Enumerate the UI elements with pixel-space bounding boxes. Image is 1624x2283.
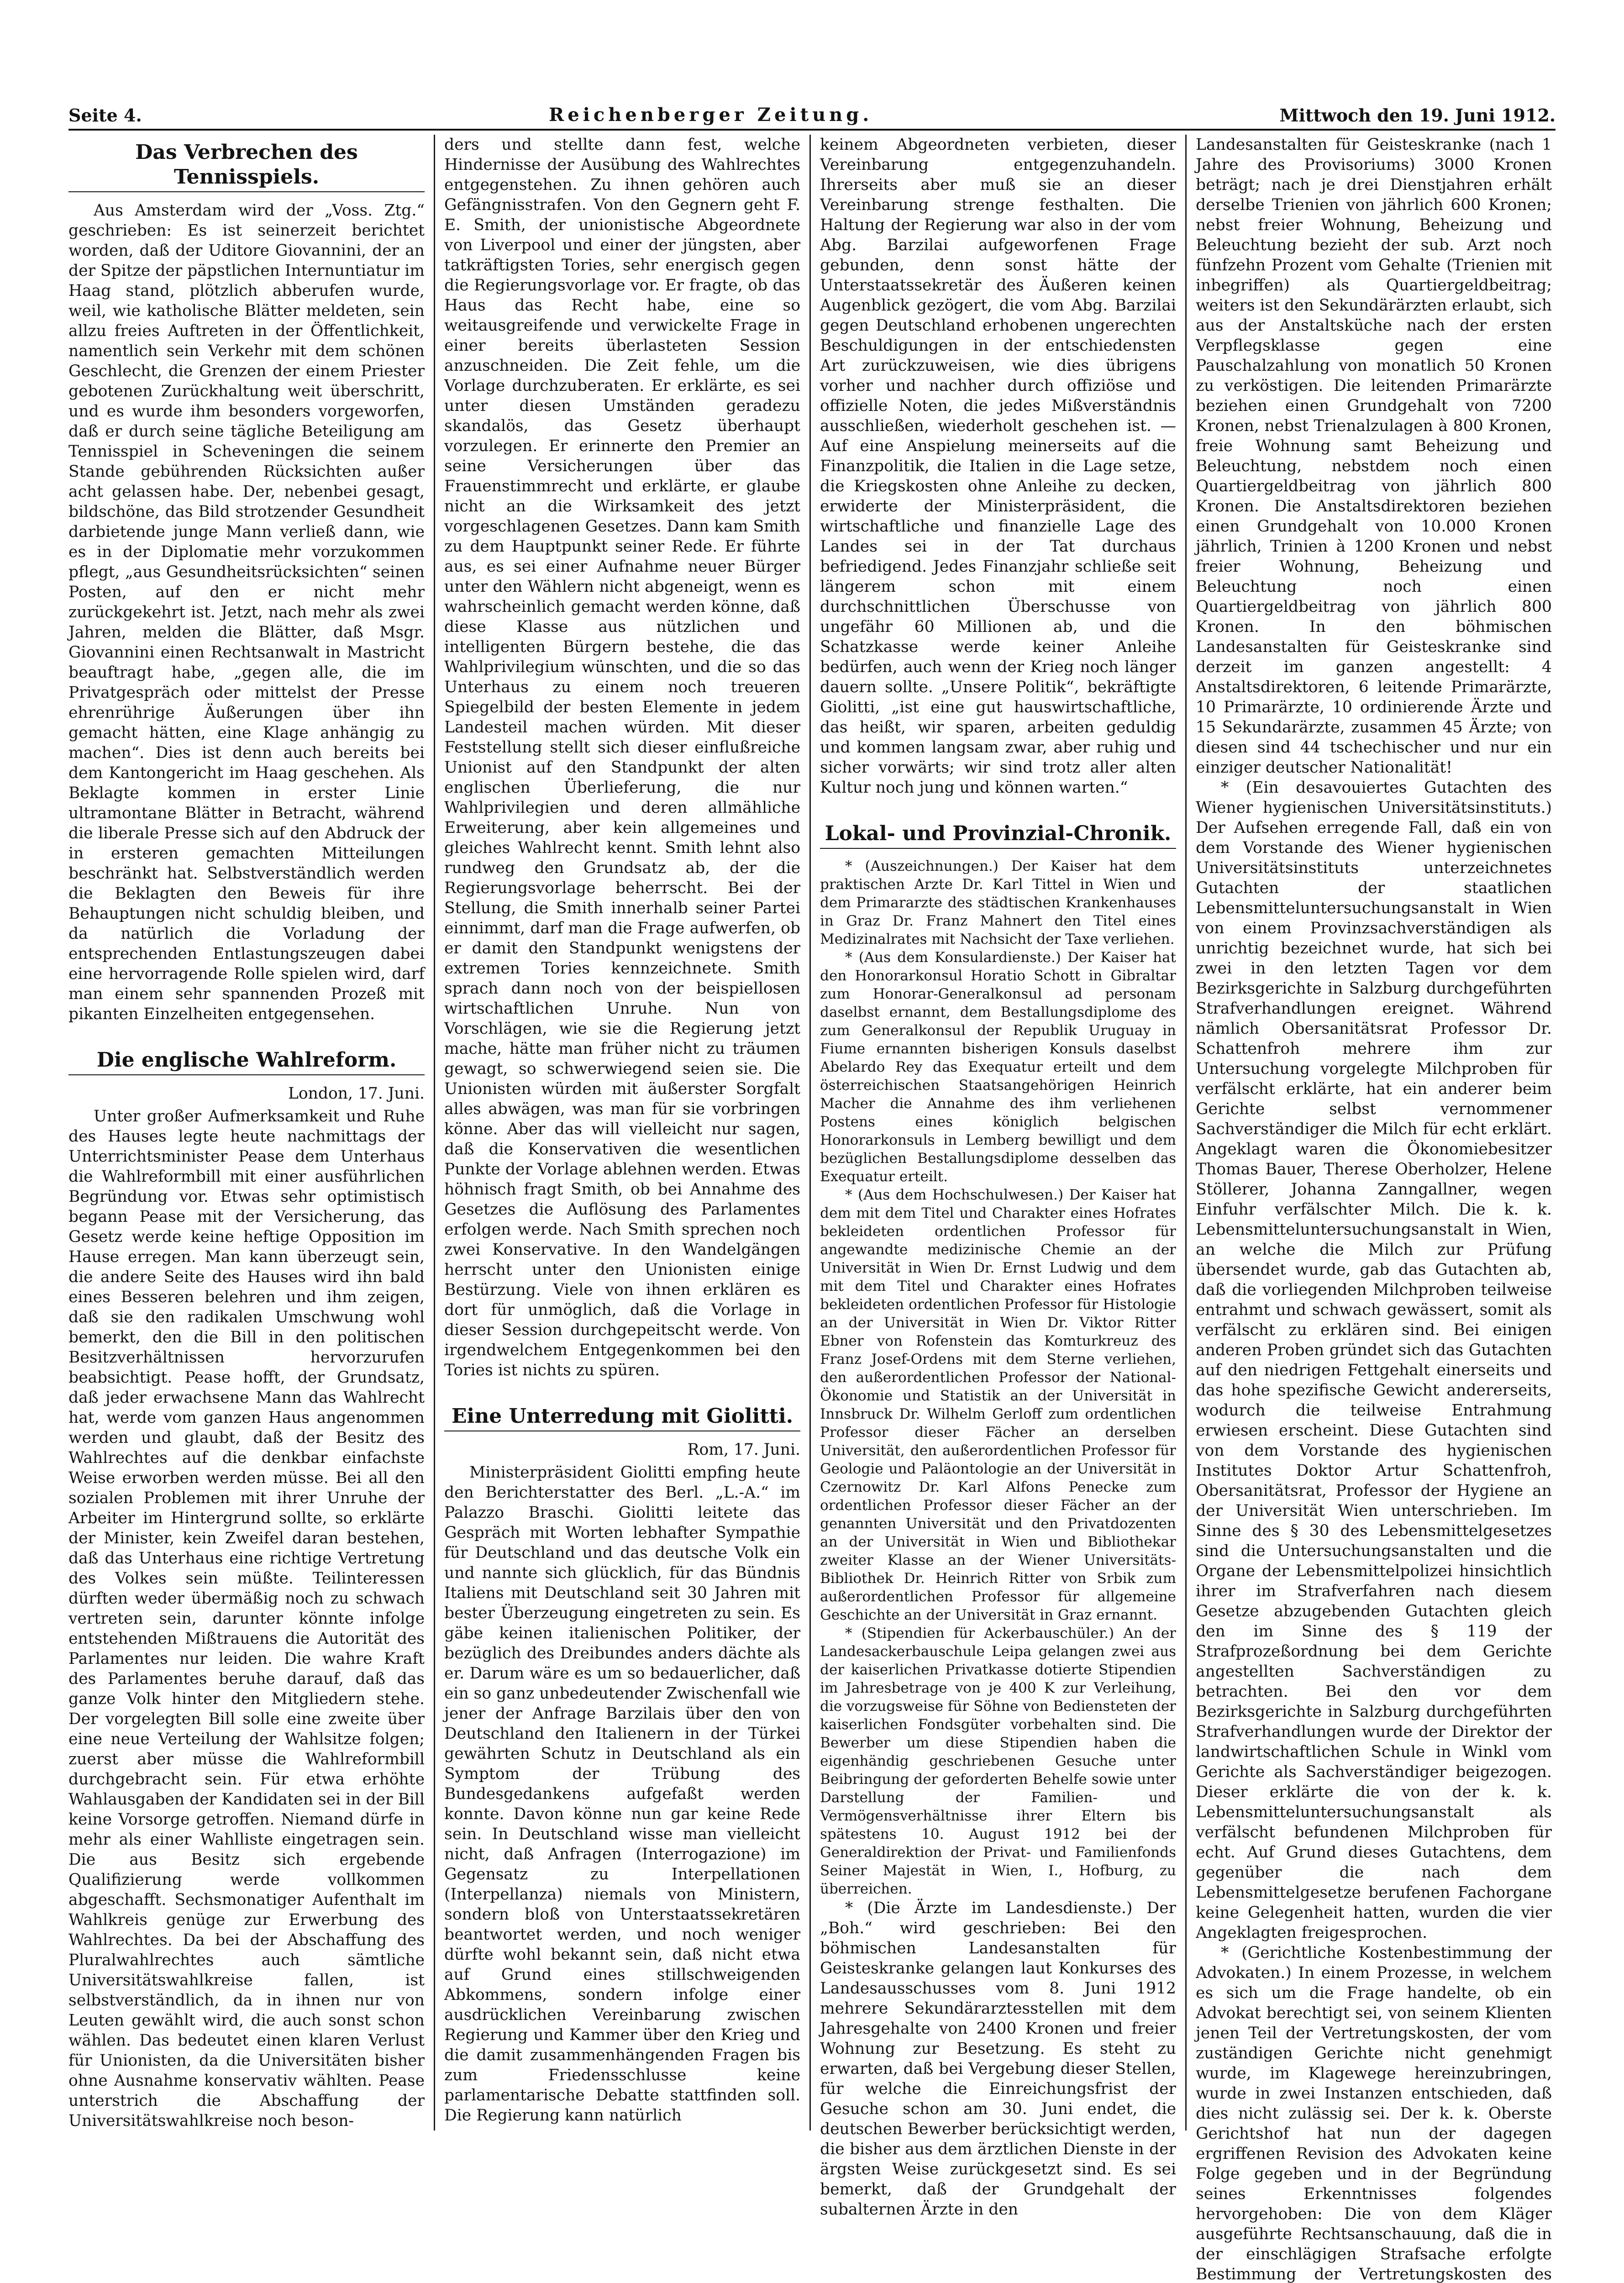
section-title-lokal: Lokal- und Provinzial-Chronik. [820,821,1176,849]
columns [68,135,1556,2283]
article-title-tennis: Das Verbrechen des Tennisspiels. [68,140,425,192]
newspaper-title: Reichenberger Zeitung. [549,104,873,126]
spacer [68,1024,425,1042]
dateline-london: London, 17. Juni. [288,1084,425,1103]
article-body-giolitti: Ministerpräsident Giolitti empfing heute den Berichterstatter des Berl. „L.-A.“ im Palazzo Braschi. Giolitti leitete das Gespräch mit Worten lebhafter Sympathie für Deutschland und das deutsche Volk ein und nannte sich glücklich, für das Bündnis Italiens mit Deutschland seit 30 Jahren mit bester Überzeugung eingetreten zu sein. Es gäbe keinen italienischen Politiker, der bezüglich des Dreibundes anders dächte als er. Darum wäre es um so bedauerlicher, daß ein so ganz unbedeutender Zwischenfall wie jener der Anfrage Barzilais über den von Deutschland den Italienern in der Türkei gewährten Schutz in Deutschland als ein Symptom der Trübung des Bundesgedankens aufgefaßt werden konnte. Davon könne nun gar keine Rede sein. In Deutschland wisse man vielleicht nicht, daß Anfragen (Interrogazione) im Gegensatz zu Interpellationen (Interpellanza) niemals von Ministern, sondern bloß von Unterstaatssekretären beantwortet werden, und noch weniger dürfte wohl bekannt sein, daß nicht etwa auf Grund eines stillschweigenden Abkommens, sondern infolge einer ausdrücklichen Vereinbarung zwischen Regierung und Kammer über den Krieg und die damit zusammenhängenden Fragen bis zum Friedensschlusse keine parlamentarische Debatte stattfinden soll. Die Regierung kann natürlich [444,1463,800,2125]
news-item-auszeichnungen: * (Auszeichnungen.) Der Kaiser hat dem praktischen Arzte Dr. Karl Tittel in Wien und dem Primararzte des städtischen Krankenhauses in Graz Dr. Franz Mahnert den Titel eines Medizinalrates mit Nachsicht der Taxe verliehen. [820,858,1176,947]
news-item-aerzte-landesdienst: * (Die Ärzte im Landesdienste.) Der „Boh.“ wird geschrieben: Bei den böhmischen Landesanstalten für Geisteskranke gelangen laut Konkurses des Landesausschusses vom 8. Juni 1912 mehrere Sekundärarztesstellen mit dem Jahresgehalte von 2400 Kronen und freier Wohnung zur Besetzung. Es steht zu erwarten, daß bei Vergebung dieser Stellen, für welche die Einreichungsfrist der Gesuche schon am 30. Juni endet, die deutschen Bewerber berücksichtigt werden, die bisher aus dem ärztlichen Dienste in der ärgsten Weise zurückgesetzt sind. Es sei bemerkt, daß der Grundgehalt der subalternen Ärzte in den [820,1899,1176,2219]
article-body-tennis: Aus Amsterdam wird der „Voss. Ztg.“ geschrieben: Es ist seinerzeit berichtet worden, daß der Uditore Giovannini, der an der Spitze der päpstlichen Internuntiatur im Haag stand, plötzlich abberufen wurde, weil, wie katholische Blätter meldeten, sein allzu freies Auftreten in der Öffentlichkeit, namentlich sein Verkehr mit dem schönen Geschlecht, die Grenzen der einem Priester gebotenen Zurückhaltung weit überschritt, und es wurde ihm besonders vorgeworfen, daß er durch seine tägliche Beteiligung am Tennisspiel in Scheveningen die seinem Stande gebührenden Rücksichten außer acht gelassen habe. Der, nebenbei gesagt, bildschöne, das Bild strotzender Gesundheit darbietende junge Mann verließ dann, wie es in der Diplomatie mehr vorzukommen pflegt, „aus Gesundheitsrücksichten“ seinen Posten, auf den er nicht mehr zurückgekehrt ist. Jetzt, nach mehr als zwei Jahren, melden die Blätter, daß Msgr. Giovannini einen Rechtsanwalt in Mastricht beauftragt habe, „gegen alle, die im Privatgespräch oder mittelst der Presse ehrenrührige Äußerungen über ihn gemacht hätten, eine Klage anhängig zu machen“. Dies ist denn auch bereits bei dem Kantongericht im Haag geschehen. Als Beklagte kommen in erster Linie ultramontane Blätter in Betracht, während die liberale Presse sich auf den Abdruck der in ersteren gemachten Mitteilungen beschränkt hat. Selbstverständlich werden die Beklagten den Beweis für ihre Behauptungen nicht schuldig bleiben, und da natürlich die Vorladung der entsprechenden Entlastungszeugen dabei eine hervorragende Rolle spielen wird, darf man einem sehr spannenden Prozeß mit pikanten Einzelheiten entgegensehen. [68,201,425,1023]
column-1 [68,135,425,2130]
masthead [68,98,1556,126]
column-divider [1185,135,1187,2130]
article-body-giolitti-cont: keinem Abgeordneten verbieten, dieser Vereinbarung entgegenzuhandeln. Ihrerseits aber muß sie an dieser Vereinbarung strenge festhalten. Die Haltung der Regierung war also in der vom Abg. Barzilai aufgeworfenen Frage gebunden, denn sonst hätte der Unterstaatssekretär des Äußeren keinen Augenblick gezögert, die vom Abg. Barzilai gegen Deutschland erhobenen ungerechten Beschuldigungen in der entschiedensten Art zurückzuweisen, wie dies übrigens vorher und nachher durch offiziöse und offizielle Noten, die jedes Mißverständnis ausschließen, wiederholt geschehen ist. — Auf eine Anspielung meinerseits auf die Finanzpolitik, die Italien in die Lage setze, die Kriegskosten ohne Anleihe zu decken, erwiderte der Ministerpräsident, die wirtschaftliche und finanzielle Lage des Landes sei in der Tat durchaus befriedigend. Jedes Finanzjahr schließe seit längerem schon mit einem durchschnittlichen Überschusse von ungefähr 60 Millionen ab, und die Schatzkasse werde keiner Anleihe bedürfen, auch wenn der Krieg noch länger dauern sollte. „Unsere Politik“, bekräftigte Giolitti, „ist eine gut hauswirtschaftliche, das heißt, wir sparen, arbeiten geduldig und kommen langsam zwar, aber ruhig und sicher vorwärts; wir sind trotz aller alten Kultur noch jung und können warten.“ [820,136,1176,797]
news-item-hochschulwesen: * (Aus dem Hochschulwesen.) Der Kaiser hat dem mit dem Titel und Charakter eines Hofrates bekleideten ordentlichen Professor für angewandte medizinische Chemie an der Universität in Wien Dr. Ernst Ludwig und dem mit dem Titel und Charakter eines Hofrates bekleideten ordentlichen Professor für Histologie an der Universität in Wien Dr. Viktor Ritter Ebner von Rofenstein das Komturkreuz des Franz Josef-Ordens mit dem Sterne verliehen, den außerordentlichen Professor der National-Ökonomie und Statistik an der Universität in Innsbruck Dr. Wilhelm Gerloff zum ordentlichen Professor dieser Fächer an derselben Universität, den außerordentlichen Professor für Geologie und Paläontologie an der Universität in Czernowitz Dr. Karl Alfons Penecke zum ordentlichen Professor dieser Fächer an der genannten Universität und den Privatdozenten an der Universität in Wien und Bibliothekar zweiter Klasse an der Wiener Universitäts-Bibliothek Dr. Heinrich Ritter von Srbik zum außerordentlichen Professor für allgemeine Geschichte an der Universität in Graz ernannt. [820,1187,1176,1623]
news-item-aerzte-cont: Landesanstalten für Geisteskranke (nach 1 Jahre des Provisoriums) 3000 Kronen beträgt; nach je drei Dienstjahren erhält derselbe Trienien von jährlich 600 Kronen; nebst freier Wohnung, Beheizung und Beleuchtung bezieht der sub. Arzt noch fünfzehn Prozent vom Gehalte (Trienien mit inbegriffen) als Quartiergeldbeitrag; weiters ist den Sekundärärzten erlaubt, sich aus der Anstaltsküche nach der ersten Verpflegsklasse gegen eine Pauschalzahlung von monatlich 50 Kronen zu verköstigen. Die leitenden Primarärzte beziehen einen Grundgehalt von 7200 Kronen, nebst Trienalzulagen à 800 Kronen, freie Wohnung samt Beheizung und Beleuchtung, nebstdem noch einen Quartiergeldbeitrag von jährlich 800 Kronen. Die Anstaltsdirektoren beziehen einen Grundgehalt von 10.000 Kronen jährlich, Trinien à 1200 Kronen und nebst freier Wohnung, Beheizung und Beleuchtung noch einen Quartiergeldbeitrag von jährlich 800 Kronen. In den böhmischen Landesanstalten für Geisteskranke sind derzeit im ganzen angestellt: 4 Anstaltsdirektoren, 6 leitende Primarärzte, 10 Primarärzte, 10 ordinierende Ärzte und 15 Sekundarärzte, zusammen 45 Ärzte; von diesen sind 44 tschechischer und nur ein einziger deutscher Nationalität! [1196,136,1552,777]
column-divider [809,135,811,2130]
news-item-kostenbestimmung: * (Gerichtliche Kostenbestimmung der Advokaten.) In einem Prozesse, in welchem es sich um die Frage handelte, ob ein Advokat berechtigt sei, von seinem Klienten jenen Teil der Vertretungskosten, der vom zuständigen Gerichte nicht genehmigt wurde, im Klagewege hereinzubringen, wurde in zwei Instanzen entschieden, daß dies nicht zulässig sei. Der k. k. Oberste Gerichtshof hat nun der dagegen ergriffenen Revision des Advokaten keine Folge gegeben und in der Begründung seines Erkenntnisses folgendes hervorgehoben: Die von dem Kläger ausgeführte Rechtsanschauung, daß die in der einschlägigen Strafsache erfolgte Bestimmung der Vertretungskosten des [1196,1944,1552,2283]
issue-date: Mittwoch den 19. Juni 1912. [1279,105,1556,126]
news-item-konsulardienst: * (Aus dem Konsulardienste.) Der Kaiser hat den Honorarkonsul Horatio Schott in Gibraltar zum Honorar-Generalkonsul ad personam daselbst ernannt, dem Bestallungsdiplome des zum Generalkonsul der Republik Uruguay in Fiume ernannten bisherigen Konsuls daselbst Abelardo Rey das Exequatur erteilt und dem österreichischen Staatsangehörigen Heinrich Macher die Annahme des ihm verliehenen Postens eines königlich belgischen Honorarkonsuls in Lemberg bewilligt und dem bezüglichen Bestallungsdiplome desselben das Exequatur erteilt. [820,949,1176,1185]
article-title-wahlreform: Die englische Wahlreform. [68,1048,425,1075]
column-divider [434,135,435,2130]
article-title-giolitti: Eine Unterredung mit Giolitti. [444,1404,800,1431]
news-item-stipendien: * (Stipendien für Ackerbauschüler.) An der Landesackerbauschule Leipa gelangen zwei aus der kaiserlichen Privatkasse dotierte Stipendien im Jahresbetrage von je 400 K zur Verleihung, die vorzugsweise für Söhne von Bediensteten der kaiserlichen Fondsgüter vorbehalten sind. Die Bewerber um diese Stipendien haben die eigenhändig geschriebenen Gesuche unter Beibringung der geforderten Behelfe sowie unter Darstellung der Familien- und Vermögensverhältnisse ihrer Eltern bis spätestens 10. August 1912 bei der Generaldirektion der Privat- und Familienfonds Seiner Majestät in Wien, I., Hofburg, zu überreichen. [820,1625,1176,1897]
dateline-rom: Rom, 17. Juni. [687,1441,800,1459]
column-4 [1196,135,1552,2283]
news-item-gutachten: * (Ein desavouiertes Gutachten des Wiener hygienischen Universitätsinstituts.) Der Aufsehen erregende Fall, daß ein von dem Vorstande des Wiener hygienischen Universitätsinstituts unterzeichnetes Gutachten der staatlichen Lebensmitteluntersuchungsanstalt in Wien von einem Provinzsachverständigen als unrichtig bezeichnet wurde, hat sich bei zwei in den letzten Tagen vor dem Bezirksgerichte in Salzburg durchgeführten Strafverhandlungen ereignet. Während nämlich Obersanitätsrat Professor Dr. Schattenfroh mehrere ihm zur Untersuchung vorgelegte Milchproben für verfälscht erklärte, hat ein anderer beim Gerichte selbst vernommener Sachverständiger die Milch für echt erklärt. Angeklagt waren die Ökonomiebesitzer Thomas Bauer, Therese Oberholzer, Helene Stöllerer, Johanna Zanngallner, wegen Einfuhr verfälschter Milch. Die k. k. Lebensmitteluntersuchungsanstalt in Wien, an welche die Milch zur Prüfung übersendet wurde, gab das Gutachten ab, daß die vorliegenden Milchproben teilweise entrahmt und schwach gewässert, somit als verfälscht zu erklären sind. Bei einigen anderen Proben gründet sich das Gutachten auf den niedrigen Fettgehalt einerseits und das hohe spezifische Gewicht andererseits, wodurch die teilweise Entrahmung erwiesen erscheint. Diese Gutachten sind von dem Vorstande des hygienischen Institutes Doktor Artur Schattenfroh, Obersanitätsrat, Professor der Hygiene an der Universität Wien unterschrieben. Im Sinne des § 30 des Lebensmittelgesetzes sind die Untersuchungsanstalten und die Organe der Lebensmittelpolizei hinsichtlich ihrer im Strafverfahren nach diesem Gesetze abzugebenden Gutachten gleich den im Sinne des § 119 der Strafprozeßordnung bei dem Gerichte angestellten Sachverständigen zu betrachten. Bei den vor dem Bezirksgerichte in Salzburg durchgeführten Strafverhandlungen wurde der Direktor der landwirtschaftlichen Schule in Winkl vom Gerichte als Sachverständiger beigezogen. Dieser erklärte die von der k. k. Lebensmitteluntersuchungsanstalt als verfälscht befundenen Milchproben für echt. Auf Grund dieses Gutachtens, dem gegenüber die nach dem Lebensmittelgesetze berufenen Fachorgane keine Gelegenheit hatten, wurden die vier Angeklagten freigesprochen. [1196,779,1552,1942]
article-body-wahlreform-cont: ders und stellte dann fest, welche Hindernisse der Ausübung des Wahlrechtes entgegenstehen. Zu ihnen gehören auch Gefängnisstrafen. Von den Gegnern geht F. E. Smith, der unionistische Abgeordnete von Liverpool und einer der jüngsten, aber tatkräftigsten Tories, sehr energisch gegen die Regierungsvorlage vor. Er fragte, ob das Haus das Recht habe, eine so weitausgreifende und verwickelte Frage in einer bereits überlasteten Session anzuschneiden. Die Zeit fehle, um die Vorlage durchzuberaten. Er erklärte, es sei unter diesen Umständen geradezu skandalös, das Gesetz überhaupt vorzulegen. Er erinnerte den Premier an seine Versicherungen über das Frauenstimmrecht und erklärte, er glaube nicht an die Wirksamkeit des jetzt vorgeschlagenen Gesetzes. Dann kam Smith zu dem Hauptpunkt seiner Rede. Er führte aus, es sei einer Aufnahme neuer Bürger unter den Wählern nicht abgeneigt, wenn es wahrscheinlich gemacht werden könne, daß diese Klasse aus nützlichen und intelligenten Bürgern bestehe, die das Wahlprivilegium wünschten, und die so das Unterhaus zu einem noch treueren Spiegelbild der besten Elemente in jedem Landesteil machen würden. Mit dieser Feststellung stellt sich dieser einflußreiche Unionist auf den Standpunkt der alten englischen Überlieferung, die nur Wahlprivilegien und deren allmähliche Erweiterung, aber kein allgemeines und gleiches Wahlrecht kennt. Smith lehnt also rundweg den Grundsatz ab, der die Regierungsvorlage beherrscht. Bei der Stellung, die Smith innerhalb seiner Partei einnimmt, darf man die Frage aufwerfen, ob er damit den Standpunkt wenigstens der extremen Tories kennzeichnete. Smith sprach dann noch von der beispiellosen wirtschaftlichen Unruhe. Nun von Vorschlägen, wie sie die Regierung jetzt mache, hätte man früher nicht zu träumen gewagt, so schwerwiegend seien sie. Die Unionisten würden mit äußerster Sorgfalt alles abwägen, was man für sie vorbringen könne. Aber das will vielleicht nur sagen, daß die Konservativen die wesentlichen Punkte der Vorlage ablehnen werden. Etwas höhnisch fragt Smith, ob bei Annahme des Gesetzes die Auflösung des Parlamentes erfolgen werde. Nach Smith sprechen noch zwei Konservative. In den Wandelgängen herrscht unter den Unionisten einige Bestürzung. Viele von ihnen erklären es dort für unmöglich, daß die Vorlage in dieser Session durchgepeitscht werde. Von irgendwelchem Entgegenkommen bei den Tories ist nichts zu spüren. [444,136,800,1379]
article-body-wahlreform: Unter großer Aufmerksamkeit und Ruhe des Hauses legte heute nachmittags der Unterrichtsminister Pease dem Unterhaus die Wahlreformbill mit einer ausführlichen Begründung vor. Etwas sehr optimistisch begann Pease mit der Versicherung, das Gesetz werde keine heftige Opposition im Hause erregen. Man kann überzeugt sein, die andere Seite des Hauses wird ihn bald eines Besseren belehren und ihm zeigen, daß sie den radikalen Umschwung wohl bemerkt, den die Bill in den politischen Besitzverhältnissen hervorzurufen beabsichtigt. Pease hofft, der Grundsatz, daß jeder erwachsene Mann das Wahlrecht hat, werde vom ganzen Haus angenommen werden und glaubt, daß der Besitz des Wahlrechtes auf die denkbar einfachste Weise erworben werden müsse. Bei all den sozialen Problemen mit ihrer Unruhe der Arbeiter im Hintergrund sollte, so erklärte der Minister, kein Zweifel daran bestehen, daß das Unterhaus eine richtige Vertretung des Volkes sein müßte. Teilinteressen dürften weder übermäßig noch zu schwach vertreten sein, darunter könnte infolge entstehenden Mißtrauens die Autorität des Parlamentes nur leiden. Die wahre Kraft des Parlamentes beruhe darauf, daß das ganze Volk hinter den Mitgliedern stehe. Der vorgelegten Bill solle eine zweite über eine neue Verteilung der Wahlsitze folgen; zuerst aber müsse die Wahlreformbill durchgebracht sein. Für etwa erhöhte Wahlausgaben der Kandidaten sei in der Bill keine Vorsorge getroffen. Niemand dürfe in mehr als einer Wahlliste eingetragen sein. Die aus Besitz sich ergebende Qualifizierung werde vollkommen abgeschafft. Sechsmonatiger Aufenthalt im Wahlkreis genüge zur Erwerbung des Wahlrechtes. Da bei der Abschaffung des Pluralwahlrechtes auch sämtliche Universitätswahlkreise fallen, ist selbstverständlich, da in ihnen nur von Leuten gewählt wird, die auch sonst schon wählen. Das bedeutet einen klaren Verlust für Unionisten, da die Universitäten bisher ohne Ausnahme konservativ wählten. Pease unterstrich die Abschaffung der Universitätswahlkreise noch beson- [68,1107,425,2130]
column-3 [820,135,1176,2219]
spacer [820,798,1176,816]
column-2 [444,135,800,2130]
page-number: Seite 4. [68,105,142,126]
masthead-rule [68,129,1556,131]
spacer [444,1380,800,1399]
